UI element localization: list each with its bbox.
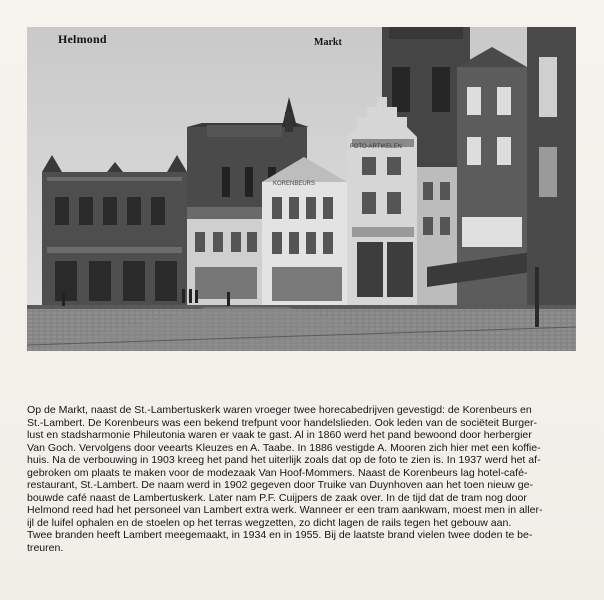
text-line: restaurant, St.-Lambert. De naam werd in 1902 gegeven door Truike van Duynhoven aan het toen nieuw ge- xyxy=(27,479,533,491)
sign-korenbeurs: KORENBEURS xyxy=(273,181,316,187)
korenbeurs-building xyxy=(42,155,187,307)
text-line: ijl de luifel ophalen en de stoelen op het terras wegzetten, zo dicht lagen de rails tegen het gebouw aan. xyxy=(27,516,512,529)
text-line: Helmond reed had het personeel van Lambert extra werk. Wanneer er een tram aankwam, moest men in aller- xyxy=(27,504,543,516)
text-line: huis. Na de verbouwing in 1903 kreeg het pand het uiterlijk zoals dat op de foto te zien is. In 1937 werd het af- xyxy=(27,454,541,466)
body-paragraph xyxy=(27,404,579,554)
text-line: Op de Markt, naast de St.-Lambertuskerk waren vroeger twee horecabedrijven gevestigd: de Korenbeurs en xyxy=(27,404,532,416)
sign-foto-artikelen: FOTO-ARTIKELEN xyxy=(350,144,402,150)
text-line: lust en stadsharmonie Phileutonia waren er vaak te gast. Al in 1860 werd het pand bewoond door herbergier xyxy=(27,429,532,441)
text-line: gebroken om plaats te maken voor de modezaak Van Hoof-Mommers. Naast de Korenbeurs lag hotel-café- xyxy=(27,466,528,479)
lamp-post xyxy=(535,267,539,327)
text-line: St.-Lambert. De Korenbeurs was een bekend trefpunt voor handelslieden. Ook leden van de sociëteit Burger- xyxy=(27,416,538,429)
historic-photo xyxy=(27,27,576,351)
photo-caption-helmond: Helmond xyxy=(58,32,107,46)
hotel-st-lambert xyxy=(187,207,262,307)
photo-caption-markt: Markt xyxy=(314,37,342,48)
text-line: Van Goch. Vervolgens door veearts Kleuzes en A. Taabe. In 1886 vestigde A. Mooren zich hier met een koffie- xyxy=(27,441,541,454)
text-line: Twee branden heeft Lambert meegemaakt, in 1934 en in 1955. Bij de laatste brand vielen twee doden te be- xyxy=(27,529,533,541)
text-line: bouwde café naast de Lambertuskerk. Later nam P.F. Cuijpers de zaak over. In de tijd dat de tram nog door xyxy=(27,491,527,504)
stepped-gable-building xyxy=(347,97,417,307)
white-facade-building xyxy=(262,157,347,307)
text-line: treuren. xyxy=(27,541,64,554)
photo-illustration xyxy=(27,27,576,351)
